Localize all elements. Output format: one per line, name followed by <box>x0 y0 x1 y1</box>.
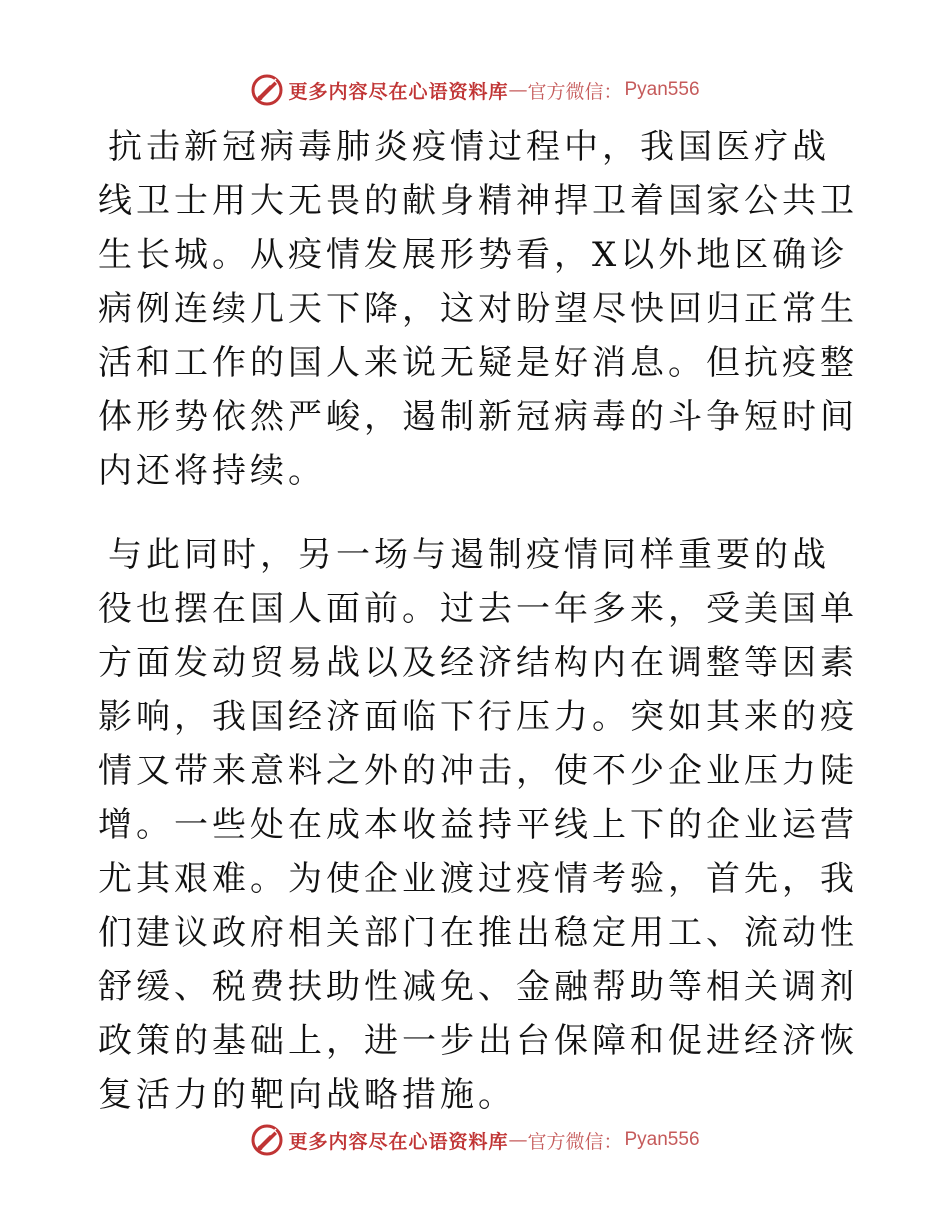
quill-logo-icon <box>250 73 284 107</box>
header-banner <box>0 72 950 108</box>
banner-wechat-id: Pyan556 <box>624 1129 700 1150</box>
banner-main-text: 更多内容尽在心语资料库 <box>288 80 509 103</box>
paragraph-1: 抗击新冠病毒肺炎疫情过程中，我国医疗战线卫士用大无畏的献身精神捍卫着国家公共卫生长城。从疫情发展形势看，X以外地区确诊病例连续几天下降，这对盼望尽快回归正常生活和工作的国人来说无疑是好消息。但抗疫整体形势依然严峻，遏制新冠病毒的斗争短时间内还将持续。 <box>98 127 858 491</box>
banner-dash: — <box>508 1129 528 1151</box>
paragraph-2: 与此同时，另一场与遏制疫情同样重要的战役也摆在国人面前。过去一年多来，受美国单方面发动贸易战以及经济结构内在调整等因素影响，我国经济面临下行压力。突如其来的疫情又带来意料之外的冲击，使不少企业压力陡增。一些处在成本收益持平线上下的企业运营尤其艰难。为使企业渡过疫情考验，首先，我们建议政府相关部门在推出稳定用工、流动性舒缓、税费扶助性减免、金融帮助等相关调剂政策的基础上，进一步出台保障和促进经济恢复活力的靶向战略措施。 <box>98 535 858 1115</box>
quill-logo-icon <box>250 1123 284 1157</box>
footer-banner <box>0 1122 950 1158</box>
document-body <box>98 120 858 1122</box>
banner-official-label: 官方微信： <box>527 80 623 103</box>
banner-dash: — <box>508 79 528 101</box>
banner-wechat-id: Pyan556 <box>624 79 700 100</box>
banner-main-text: 更多内容尽在心语资料库 <box>288 1130 509 1153</box>
banner-official-label: 官方微信： <box>527 1130 623 1153</box>
